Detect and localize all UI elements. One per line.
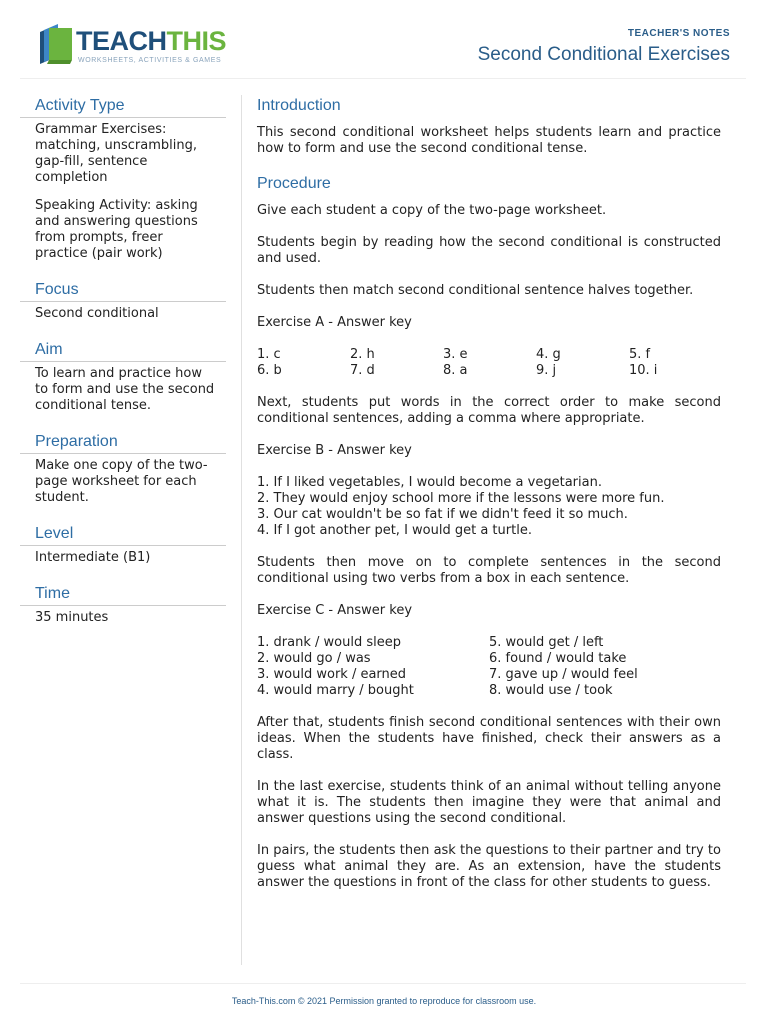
exercise-b-answer-key	[257, 475, 721, 539]
exercise-c-answer-key	[257, 635, 721, 699]
procedure-step-1: Give each student a copy of the two-page worksheet.	[257, 203, 607, 218]
answer-c-1: 1. drank / would sleep	[257, 635, 401, 650]
logo-word-this: THIS	[166, 26, 227, 56]
activity-type-text-1: Grammar Exercises: matching, unscrambling, gap-fill, sentence completion	[35, 122, 197, 185]
answer-a-4: 4. g	[536, 347, 561, 362]
answer-b-3: 3. Our cat wouldn't be so fat if we didn't feed it so much.	[257, 507, 628, 522]
introduction-text: This second conditional worksheet helps students learn and practice how to form and use the second conditional tense.	[257, 125, 721, 156]
procedure-step-7: In the last exercise, students think of an animal without telling anyone what it is. The students then imagine they were that animal and answer questions using the second conditional.	[257, 779, 721, 826]
exercise-a-label: Exercise A - Answer key	[257, 315, 412, 330]
aim-text: To learn and practice how to form and use the second conditional tense.	[35, 366, 215, 413]
time-text: 35 minutes	[35, 610, 109, 625]
procedure-step-3: Students then match second conditional sentence halves together.	[257, 283, 694, 298]
time-section	[20, 583, 226, 626]
answer-c-7: 7. gave up / would feel	[489, 667, 638, 682]
footer-divider	[20, 983, 746, 984]
footer-copyright: Teach-This.com © 2021 Permission granted to reproduce for classroom use.	[231, 996, 537, 1006]
level-section	[20, 523, 226, 566]
introduction-heading: Introduction	[257, 97, 341, 114]
main-content	[257, 95, 721, 907]
procedure-step-5: Students then move on to complete sentences in the second conditional using two verbs from a box in each sentence.	[257, 555, 721, 586]
teach-this-logo[interactable]	[36, 24, 226, 70]
answer-c-3: 3. would work / earned	[257, 667, 407, 682]
answer-b-1: 1. If I liked vegetables, I would become a vegetarian.	[257, 475, 602, 490]
focus-heading: Focus	[20, 279, 226, 302]
level-text: Intermediate (B1)	[35, 550, 151, 565]
logo-tagline: WORKSHEETS, ACTIVITIES & GAMES	[78, 57, 222, 64]
activity-type-section	[20, 95, 226, 262]
answer-c-4: 4. would marry / bought	[257, 683, 414, 698]
exercise-c-label: Exercise C - Answer key	[257, 603, 413, 618]
sidebar	[20, 95, 226, 643]
exercise-a-answer-key	[257, 347, 721, 379]
teachers-notes-label: TEACHER'S NOTES	[627, 28, 730, 39]
activity-type-text-2: Speaking Activity: asking and answering questions from prompts, freer practice (pair work)	[35, 198, 198, 261]
activity-type-heading: Activity Type	[20, 95, 226, 118]
answer-b-2: 2. They would enjoy school more if the lessons were more fun.	[257, 491, 665, 506]
exercise-b-label: Exercise B - Answer key	[257, 443, 412, 458]
answer-b-4: 4. If I got another pet, I would get a turtle.	[257, 523, 532, 538]
header-divider	[20, 78, 746, 79]
book-icon	[36, 24, 76, 66]
header	[0, 0, 768, 80]
answer-c-2: 2. would go / was	[257, 651, 371, 666]
page-title: Second Conditional Exercises	[477, 44, 730, 65]
answer-a-8: 8. a	[443, 363, 468, 378]
answer-a-5: 5. f	[629, 347, 651, 362]
procedure-step-4: Next, students put words in the correct order to make second conditional sentences, adding a comma where appropriate.	[257, 395, 721, 426]
procedure-heading: Procedure	[257, 175, 331, 192]
answer-a-10: 10. i	[629, 363, 658, 378]
preparation-heading: Preparation	[20, 431, 226, 454]
answer-a-6: 6. b	[257, 363, 282, 378]
logo-wordmark	[76, 26, 226, 56]
aim-heading: Aim	[20, 339, 226, 362]
aim-section	[20, 339, 226, 414]
answer-c-5: 5. would get / left	[489, 635, 604, 650]
answer-c-8: 8. would use / took	[489, 683, 613, 698]
answer-a-2: 2. h	[350, 347, 375, 362]
time-heading: Time	[20, 583, 226, 606]
focus-section	[20, 279, 226, 322]
answer-a-9: 9. j	[536, 363, 557, 378]
answer-a-1: 1. c	[257, 347, 281, 362]
answer-c-6: 6. found / would take	[489, 651, 627, 666]
procedure-step-2: Students begin by reading how the second conditional is constructed and used.	[257, 235, 721, 266]
preparation-section	[20, 431, 226, 506]
answer-a-3: 3. e	[443, 347, 468, 362]
focus-text: Second conditional	[35, 306, 159, 321]
column-divider	[241, 95, 242, 965]
level-heading: Level	[20, 523, 226, 546]
procedure-step-8: In pairs, the students then ask the questions to their partner and try to guess what animal they are. As an extension, have the students answer the questions in front of the class for other students to guess.	[257, 843, 721, 890]
answer-a-7: 7. d	[350, 363, 375, 378]
procedure-step-6: After that, students finish second conditional sentences with their own ideas. When the students have finished, check their answers as a class.	[257, 715, 721, 762]
logo-word-teach: TEACH	[76, 26, 167, 56]
preparation-text: Make one copy of the two-page worksheet for each student.	[35, 458, 208, 505]
